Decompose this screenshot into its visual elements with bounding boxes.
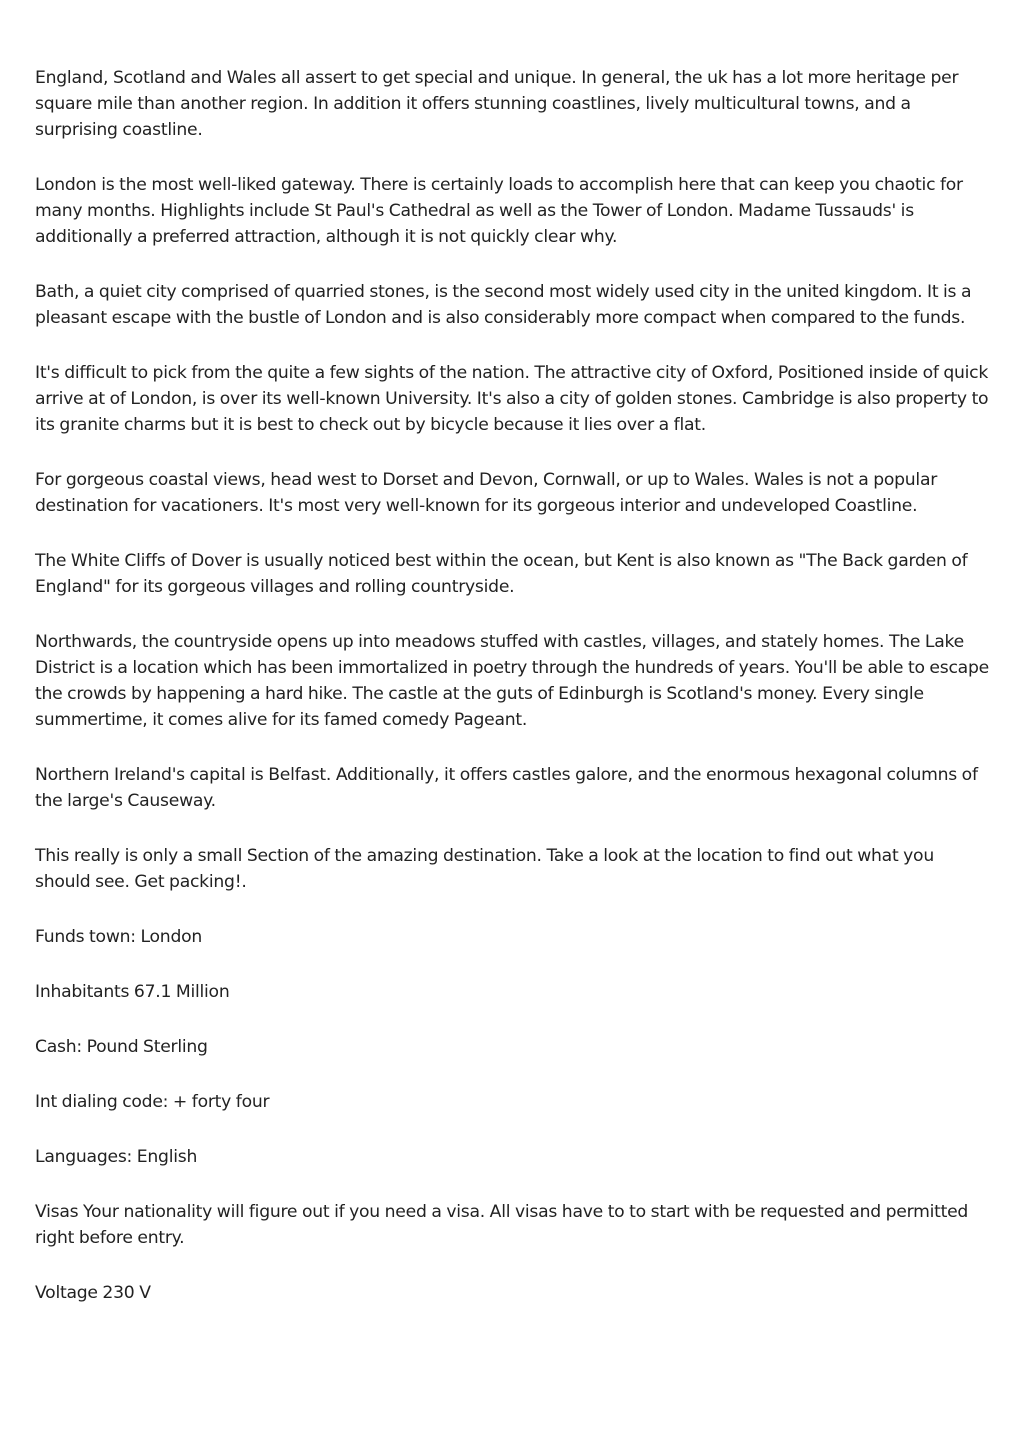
paragraph-northern-ireland: Northern Ireland's capital is Belfast. Additionally, it offers castles galore, and the enormous hexagonal columns of the large's Causeway. — [35, 765, 978, 811]
paragraph-dover-kent: The White Cliffs of Dover is usually noticed best within the ocean, but Kent is also known as "The Back garden of England" for its gorgeous villages and rolling countryside. — [35, 551, 968, 597]
fact-voltage: Voltage 230 V — [35, 1283, 151, 1303]
paragraph-bath: Bath, a quiet city comprised of quarried stones, is the second most widely used city in the united kingdom. It is a pleasant escape with the bustle of London and is also considerably more compact when compared to the funds. — [35, 282, 972, 328]
paragraph-closing: This really is only a small Section of the amazing destination. Take a look at the location to find out what you should see. Get packing!. — [35, 846, 934, 892]
fact-visas: Visas Your nationality will figure out if you need a visa. All visas have to to start with be requested and permitted right before entry. — [35, 1202, 969, 1248]
paragraph-london: London is the most well-liked gateway. There is certainly loads to accomplish here that can keep you chaotic for many months. Highlights include St Paul's Cathedral as well as the Tower of London. Madame Tussauds' is additionally a preferred attraction, although it is not quickly clear why. — [35, 175, 963, 247]
fact-languages: Languages: English — [35, 1147, 198, 1167]
paragraph-intro: England, Scotland and Wales all assert to get special and unique. In general, the uk has a lot more heritage per square mile than another region. In addition it offers stunning coastlines, lively multicultural towns, and a surprising coastline. — [35, 68, 959, 140]
fact-capital: Funds town: London — [35, 927, 203, 947]
paragraph-coast-wales: For gorgeous coastal views, head west to Dorset and Devon, Cornwall, or up to Wales. Wales is not a popular destination for vacationers. It's most very well-known for its gorgeous interior and undeveloped Coastline. — [35, 470, 938, 516]
paragraph-oxford-cambridge: It's difficult to pick from the quite a few sights of the nation. The attractive city of Oxford, Positioned inside of quick arrive at of London, is over its well-known University. It's also a city of golden stones. Cambridge is also property to its granite charms but it is best to check out by bicycle because it lies over a flat. — [35, 363, 989, 435]
document-body — [35, 65, 990, 1335]
fact-population: Inhabitants 67.1 Million — [35, 982, 230, 1002]
paragraph-north-scotland: Northwards, the countryside opens up into meadows stuffed with castles, villages, and stately homes. The Lake District is a location which has been immortalized in poetry through the hundreds of years. You'll be able to escape the crowds by happening a hard hike. The castle at the guts of Edinburgh is Scotland's money. Every single summertime, it comes alive for its famed comedy Pageant. — [35, 632, 989, 730]
fact-currency: Cash: Pound Sterling — [35, 1037, 208, 1057]
fact-dialing-code: Int dialing code: + forty four — [35, 1092, 270, 1112]
